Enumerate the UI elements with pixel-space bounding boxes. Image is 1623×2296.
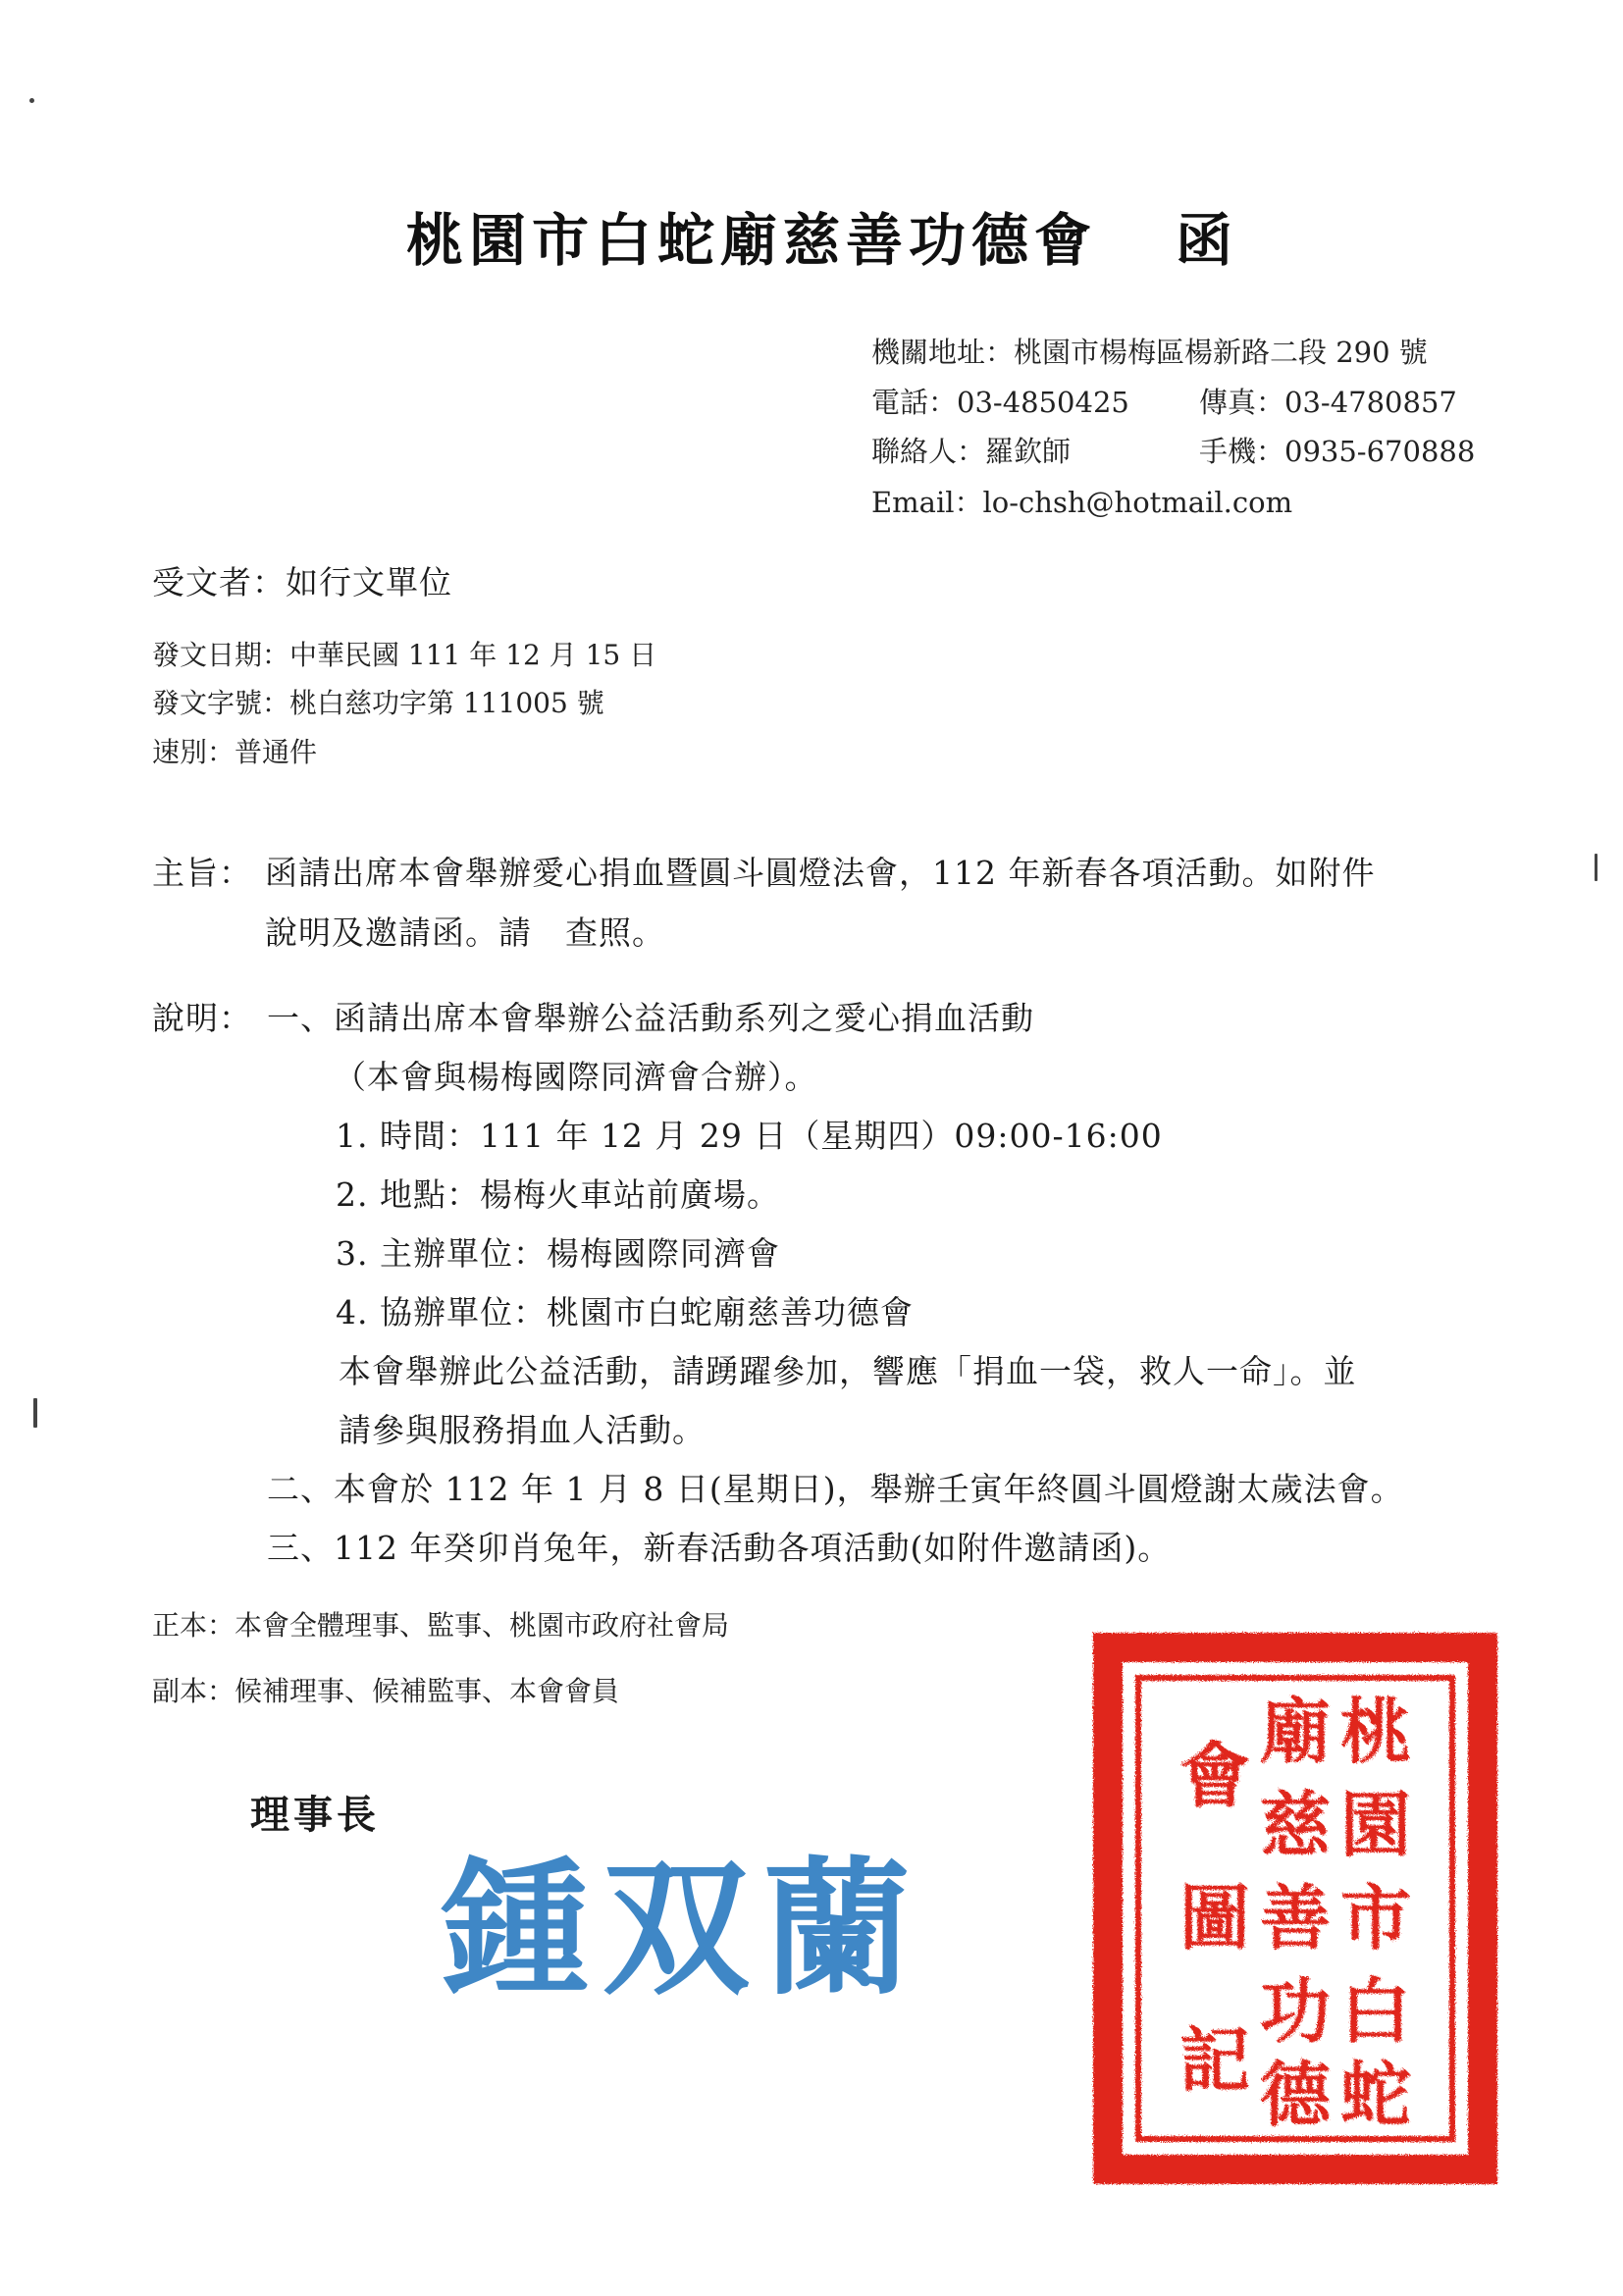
explanation-label: 說明： xyxy=(152,999,252,1037)
detail-location: 2. 地點：楊梅火車站前廣場。 xyxy=(336,1175,780,1214)
explanation-item-1: 一、函請出席本會舉辦公益活動系列之愛心捐血活動 xyxy=(267,999,1034,1037)
subject-line-2: 說明及邀請函。請 查照。 xyxy=(265,913,665,952)
svg-text:善: 善 xyxy=(1259,1876,1332,1959)
subject-label: 主旨： xyxy=(152,854,252,892)
explanation-note-2: 請參與服務捐血人活動。 xyxy=(339,1411,706,1449)
chairperson-title: 理事長 xyxy=(250,1792,380,1838)
contact-mobile: 手機：0935-670888 xyxy=(1199,435,1476,468)
signature-stamp: 鍾双蘭 xyxy=(442,1845,925,2015)
explanation-note-1: 本會舉辦此公益活動，請踴躍參加，響應「捐血一袋，救人一命」。並 xyxy=(339,1352,1357,1390)
seal-graphic xyxy=(1089,1629,1501,2188)
svg-text:功: 功 xyxy=(1259,1969,1332,2053)
recipient: 受文者：如行文單位 xyxy=(152,563,452,601)
contact-person: 聯絡人：羅欽師 xyxy=(871,435,1072,468)
svg-text:蛇: 蛇 xyxy=(1339,2053,1412,2136)
scan-speck xyxy=(29,98,34,103)
explanation-item-2: 二、本會於 112 年 1 月 8 日(星期日)，舉辦壬寅年終圓斗圓燈謝太歲法會。 xyxy=(267,1470,1404,1508)
contact-address: 機關地址：桃園市楊梅區楊新路二段 290 號 xyxy=(871,336,1428,369)
detail-organizer: 3. 主辦單位：楊梅國際同濟會 xyxy=(336,1234,780,1273)
speed: 速別：普通件 xyxy=(152,736,318,768)
svg-text:桃: 桃 xyxy=(1339,1690,1412,1773)
org-name: 桃園市白蛇廟慈善功德會 xyxy=(406,207,1098,274)
issue-number: 發文字號：桃白慈功字第 111005 號 xyxy=(152,687,604,719)
svg-text:慈: 慈 xyxy=(1259,1783,1332,1866)
contact-email: Email：lo-chsh@hotmail.com xyxy=(871,486,1293,519)
contact-phone: 電話：03-4850425 xyxy=(871,386,1129,419)
svg-text:圖: 圖 xyxy=(1178,1876,1251,1959)
contact-fax: 傳真：03-4780857 xyxy=(1199,386,1457,419)
official-seal xyxy=(1089,1629,1501,2188)
svg-text:白: 白 xyxy=(1339,1969,1412,2053)
svg-text:記: 記 xyxy=(1178,2018,1251,2102)
scan-speck xyxy=(1595,854,1597,881)
detail-co-organizer: 4. 協辦單位：桃園市白蛇廟慈善功德會 xyxy=(336,1293,914,1331)
svg-text:廟: 廟 xyxy=(1259,1690,1332,1773)
explanation-item-1-cont: （本會與楊梅國際同濟會合辦）。 xyxy=(334,1058,818,1096)
svg-text:市: 市 xyxy=(1339,1876,1412,1959)
subject-line-1: 函請出席本會舉辦愛心捐血暨圓斗圓燈法會，112 年新春各項活動。如附件 xyxy=(265,854,1376,892)
distribution-copy: 副本：候補理事、候補監事、本會會員 xyxy=(152,1675,620,1707)
issue-date: 發文日期：中華民國 111 年 12 月 15 日 xyxy=(152,639,657,671)
svg-text:德: 德 xyxy=(1259,2053,1332,2136)
svg-text:會: 會 xyxy=(1178,1734,1251,1817)
document-title xyxy=(406,194,1238,277)
distribution-original: 正本：本會全體理事、監事、桃園市政府社會局 xyxy=(152,1609,730,1642)
doc-type: 函 xyxy=(1176,207,1239,274)
scan-speck xyxy=(33,1398,37,1428)
svg-text:園: 園 xyxy=(1339,1783,1412,1866)
detail-time: 1. 時間：111 年 12 月 29 日（星期四）09:00-16:00 xyxy=(336,1117,1163,1155)
explanation-item-3: 三、112 年癸卯肖兔年，新春活動各項活動(如附件邀請函)。 xyxy=(267,1529,1172,1567)
